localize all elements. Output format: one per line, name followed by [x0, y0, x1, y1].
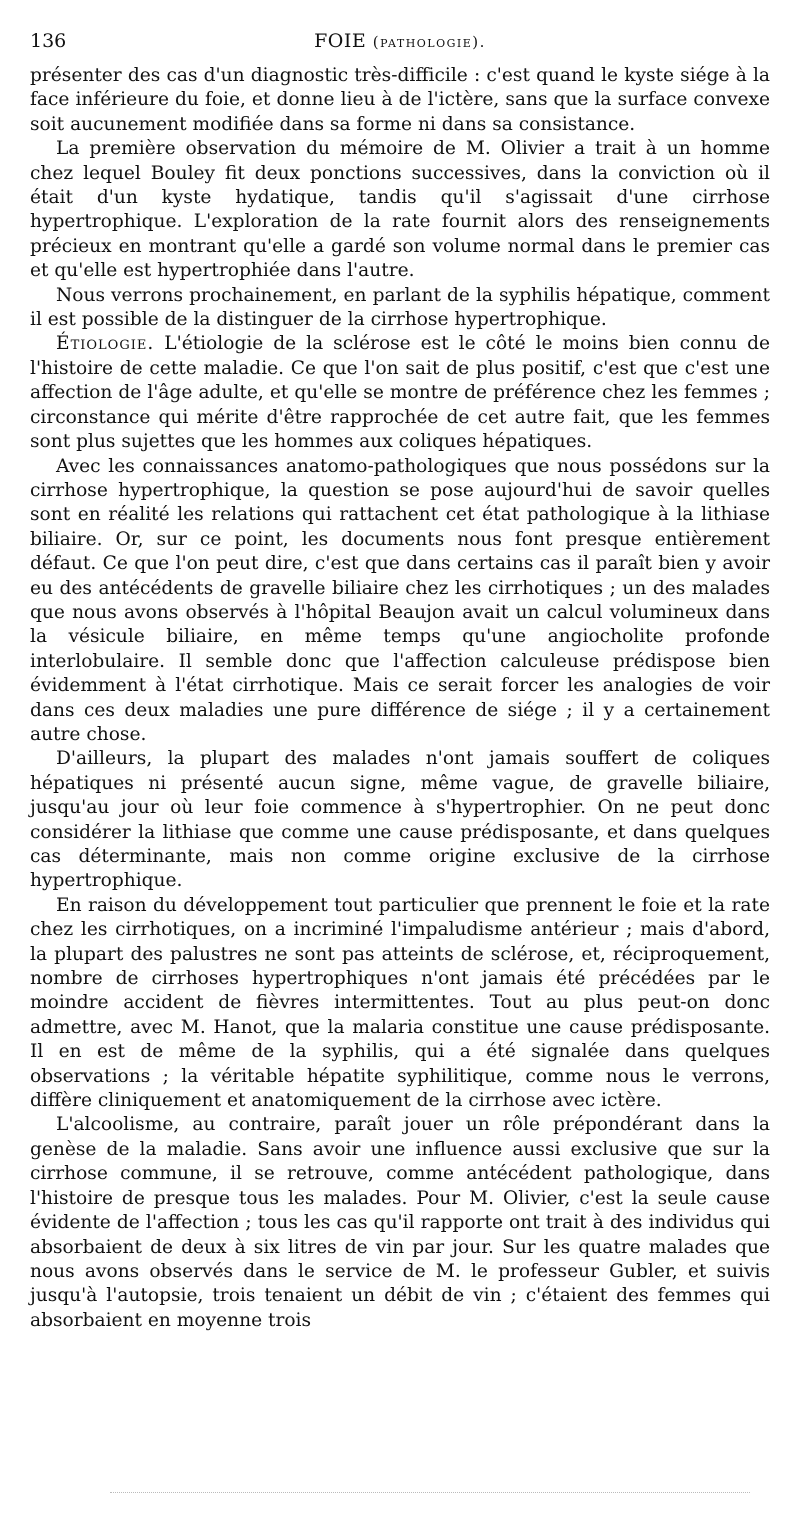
- running-title-sub: (pathologie).: [372, 33, 486, 51]
- paragraph: L'alcoolisme, au contraire, paraît jouer un rôle prépondérant dans la genèse de la maladie. Sans avoir une influence aussi exclusive que sur la cirrhose commune, il se retrouve, comme antécédent pathologique, dans l'histoire de presque tous les malades. Pour M. Olivier, c'est la seule cause évidente de l'affection ; tous les cas qu'il rapporte ont trait à des individus qui absorbaient de deux à six litres de vin par jour. Sur les quatre malades que nous avons observés dans le service de M. le professeur Gubler, et suivis jusqu'à l'autopsie, trois tenaient un débit de vin ; c'étaient des femmes qui absorbaient en moyenne trois: [30, 1114, 770, 1331]
- paragraph-text: L'étiologie de la sclérose est le côté le moins bien connu de l'histoire de cette maladie. Ce que l'on sait de plus positif, c'est que c'est une affection de l'âge adulte, et qu'elle se montre de préférence chez les femmes ; circonstance qui mérite d'être rapprochée de cet autre fait, que les femmes sont plus sujettes que les hommes aux coliques hépatiques.: [30, 333, 770, 453]
- paragraph: Avec les connaissances anatomo-pathologiques que nous possédons sur la cirrhose hypertrophique, la question se pose aujourd'hui de savoir quelles sont en réalité les relations qui rattachent cet état pathologique à la lithiase biliaire. Or, sur ce point, les documents nous font presque entièrement défaut. Ce que l'on peut dire, c'est que dans certains cas il paraît bien y avoir eu des antécédents de gravelle biliaire chez les cirrhotiques ; un des malades que nous avons observés à l'hôpital Beaujon avait un calcul volumineux dans la vésicule biliaire, en même temps qu'une angiocholite profonde interlobulaire. Il semble donc que l'affection calculeuse prédispose bien évidemment à l'état cirrhotique. Mais ce serait forcer les analogies de voir dans ces deux maladies une pure différence de siége ; il y a certainement autre chose.: [30, 455, 770, 745]
- page-number: 136: [30, 30, 67, 52]
- section-heading-etiologie: Étiologie.: [56, 333, 155, 355]
- paragraph: D'ailleurs, la plupart des malades n'ont jamais souffert de coliques hépatiques ni présenté aucun signe, même vague, de gravelle biliaire, jusqu'au jour où leur foie commence à s'hypertrophier. On ne peut donc considérer la lithiase que comme une cause prédisposante, et dans quelques cas déterminante, mais non comme origine exclusive de la cirrhose hypertrophique.: [30, 748, 770, 892]
- body-text: [30, 64, 770, 1333]
- paragraph: présenter des cas d'un diagnostic très-difficile : c'est quand le kyste siége à la face inférieure du foie, et donne lieu à de l'ictère, sans que la surface convexe soit aucunement modifiée dans sa forme ni dans sa consistance.: [30, 65, 770, 135]
- paragraph: [30, 332, 770, 454]
- bottom-bleed-through-line: [110, 1492, 750, 1493]
- paragraph: La première observation du mémoire de M. Olivier a trait à un homme chez lequel Bouley fit deux ponctions successives, dans la conviction où il était d'un kyste hydatique, tandis qu'il s'agissait d'une cirrhose hypertrophique. L'exploration de la rate fournit alors des renseignements précieux en montrant qu'elle a gardé son volume normal dans le premier cas et qu'elle est hypertrophiée dans l'autre.: [30, 138, 770, 282]
- paragraph: En raison du développement tout particulier que prennent le foie et la rate chez les cirrhotiques, on a incriminé l'impaludisme antérieur ; mais d'abord, la plupart des palustres ne sont pas atteints de sclérose, et, réciproquement, nombre de cirrhoses hypertrophiques n'ont jamais été précédées par le moindre accident de fièvres intermittentes. Tout au plus peut-on donc admettre, avec M. Hanot, que la malaria constitue une cause prédisposante. Il en est de même de la syphilis, qui a été signalée dans quelques observations ; la véritable hépatite syphilitique, comme nous le verrons, diffère cliniquement et anatomiquement de la cirrhose avec ictère.: [30, 894, 770, 1112]
- running-header: [30, 30, 770, 58]
- running-title: [30, 30, 770, 52]
- running-title-main: FOIE: [314, 30, 367, 52]
- paragraph: Nous verrons prochainement, en parlant de la syphilis hépatique, comment il est possible de la distinguer de la cirrhose hypertrophique.: [30, 284, 770, 331]
